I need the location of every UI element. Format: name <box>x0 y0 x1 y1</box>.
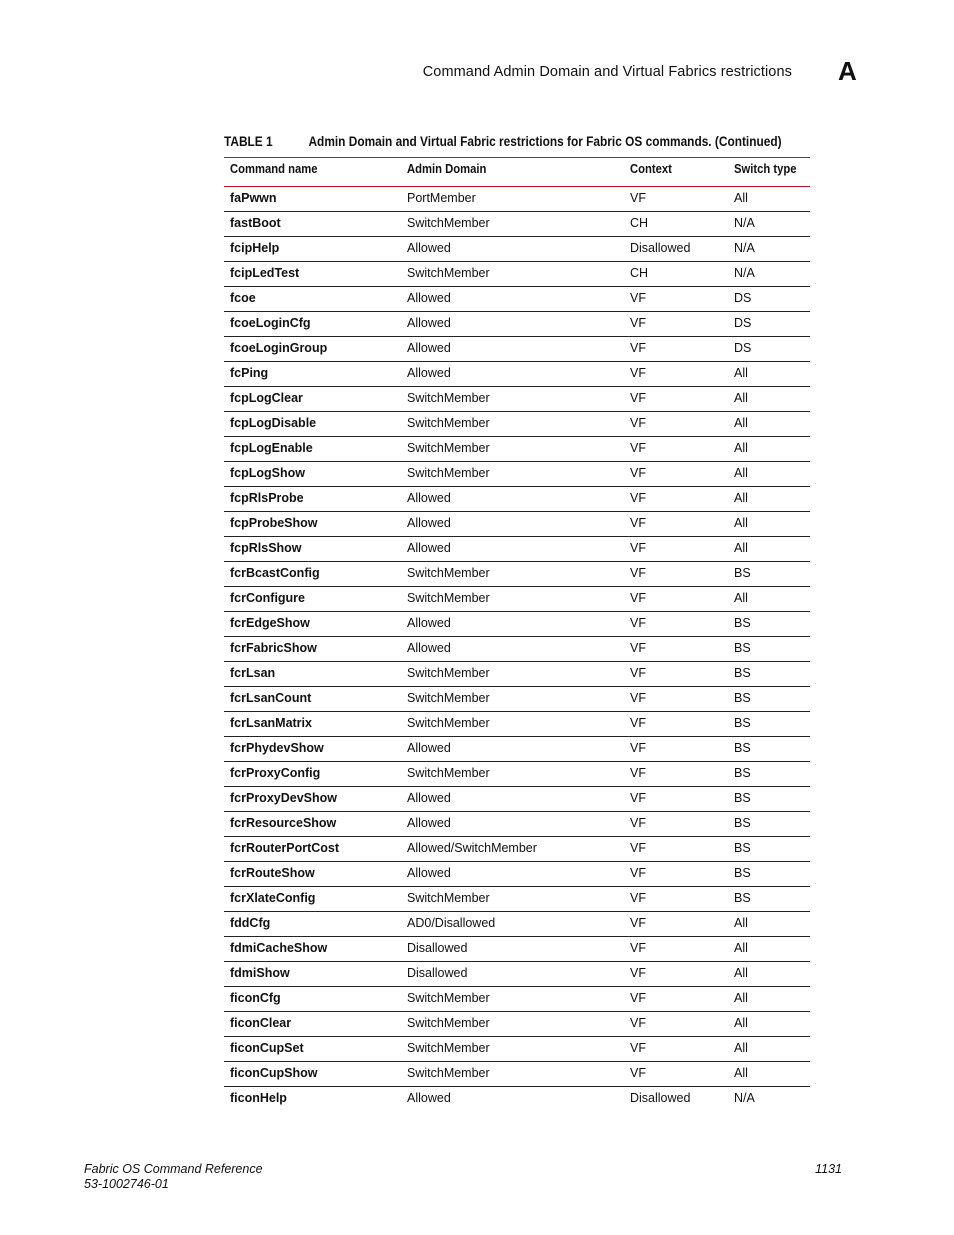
table-row <box>224 212 810 237</box>
cell-admin-domain: Allowed <box>407 741 451 755</box>
table-row <box>224 462 810 487</box>
cell-admin-domain: SwitchMember <box>407 266 490 280</box>
table-row <box>224 762 810 787</box>
table-row <box>224 687 810 712</box>
cell-context: VF <box>630 741 646 755</box>
cell-admin-domain: SwitchMember <box>407 891 490 905</box>
cell-admin-domain: SwitchMember <box>407 766 490 780</box>
cell-context: VF <box>630 966 646 980</box>
table-row <box>224 887 810 912</box>
cell-switch-type: BS <box>734 841 751 855</box>
cell-context: VF <box>630 1016 646 1030</box>
cell-context: VF <box>630 791 646 805</box>
footer-doc-number: 53-1002746-01 <box>84 1177 169 1191</box>
cell-command-name: fcrRouteShow <box>230 866 315 880</box>
cell-switch-type: All <box>734 991 748 1005</box>
table-row <box>224 187 810 212</box>
cell-command-name: fcrConfigure <box>230 591 305 605</box>
table-row <box>224 237 810 262</box>
cell-command-name: fcrLsanMatrix <box>230 716 312 730</box>
table-row <box>224 912 810 937</box>
table-row <box>224 512 810 537</box>
cell-command-name: fcpRlsShow <box>230 541 302 555</box>
cell-admin-domain: Disallowed <box>407 966 468 980</box>
cell-context: VF <box>630 316 646 330</box>
cell-context: VF <box>630 641 646 655</box>
cell-context: VF <box>630 691 646 705</box>
table-row <box>224 487 810 512</box>
cell-command-name: fcrXlateConfig <box>230 891 316 905</box>
cell-command-name: fcrEdgeShow <box>230 616 310 630</box>
table-row <box>224 337 810 362</box>
cell-switch-type: BS <box>734 791 751 805</box>
table-row <box>224 562 810 587</box>
cell-context: VF <box>630 441 646 455</box>
table-row <box>224 1037 810 1062</box>
table-body <box>224 187 810 1111</box>
cell-command-name: fddCfg <box>230 916 271 930</box>
cell-switch-type: DS <box>734 316 752 330</box>
cell-admin-domain: Allowed <box>407 316 451 330</box>
cell-command-name: ficonHelp <box>230 1091 287 1105</box>
cell-switch-type: All <box>734 916 748 930</box>
table-row <box>224 737 810 762</box>
cell-switch-type: All <box>734 591 748 605</box>
cell-context: VF <box>630 191 646 205</box>
table-row <box>224 1062 810 1087</box>
cell-context: VF <box>630 816 646 830</box>
cell-switch-type: All <box>734 966 748 980</box>
cell-admin-domain: SwitchMember <box>407 441 490 455</box>
cell-switch-type: BS <box>734 716 751 730</box>
cell-admin-domain: Allowed <box>407 541 451 555</box>
cell-admin-domain: PortMember <box>407 191 476 205</box>
cell-context: VF <box>630 616 646 630</box>
cell-context: VF <box>630 491 646 505</box>
cell-switch-type: All <box>734 466 748 480</box>
cell-context: CH <box>630 266 649 280</box>
cell-admin-domain: Disallowed <box>407 941 468 955</box>
table-row <box>224 587 810 612</box>
table-row <box>224 412 810 437</box>
cell-switch-type: All <box>734 1016 748 1030</box>
cell-command-name: fcipHelp <box>230 241 280 255</box>
footer-page-number: 1131 <box>815 1162 842 1176</box>
cell-context: VF <box>630 516 646 530</box>
table-row <box>224 862 810 887</box>
cell-command-name: fcrBcastConfig <box>230 566 320 580</box>
cell-context: VF <box>630 341 646 355</box>
cell-switch-type: N/A <box>734 266 755 280</box>
cell-admin-domain: SwitchMember <box>407 416 490 430</box>
table-row <box>224 937 810 962</box>
table-row <box>224 437 810 462</box>
cell-admin-domain: Allowed <box>407 791 451 805</box>
cell-switch-type: All <box>734 416 748 430</box>
cell-command-name: fcrFabricShow <box>230 641 317 655</box>
cell-context: VF <box>630 766 646 780</box>
cell-admin-domain: SwitchMember <box>407 666 490 680</box>
cell-context: VF <box>630 591 646 605</box>
cell-command-name: fcpLogClear <box>230 391 303 405</box>
cell-switch-type: All <box>734 541 748 555</box>
running-header-title: Command Admin Domain and Virtual Fabrics restrictions <box>422 64 792 80</box>
cell-admin-domain: SwitchMember <box>407 216 490 230</box>
table-row <box>224 262 810 287</box>
table-row <box>224 387 810 412</box>
cell-admin-domain: SwitchMember <box>407 566 490 580</box>
cell-switch-type: All <box>734 441 748 455</box>
column-header-command-name: Command name <box>230 162 318 176</box>
cell-admin-domain: Allowed <box>407 616 451 630</box>
cell-admin-domain: Allowed <box>407 491 451 505</box>
cell-switch-type: N/A <box>734 1091 755 1105</box>
table-top-rule <box>224 157 810 158</box>
cell-command-name: ficonCupSet <box>230 1041 304 1055</box>
cell-command-name: fcrLsan <box>230 666 276 680</box>
cell-switch-type: N/A <box>734 216 755 230</box>
footer-doc-info <box>84 1162 263 1192</box>
cell-command-name: fcpLogEnable <box>230 441 313 455</box>
cell-admin-domain: SwitchMember <box>407 991 490 1005</box>
cell-command-name: ficonCfg <box>230 991 281 1005</box>
cell-command-name: fcpProbeShow <box>230 516 318 530</box>
cell-admin-domain: Allowed <box>407 291 451 305</box>
table-row <box>224 712 810 737</box>
table-row <box>224 787 810 812</box>
cell-command-name: ficonClear <box>230 1016 292 1030</box>
cell-command-name: fcrLsanCount <box>230 691 312 705</box>
table-row <box>224 1087 810 1111</box>
column-header-switch-type: Switch type <box>734 162 797 176</box>
table-header-row <box>224 160 810 186</box>
cell-command-name: fcrProxyDevShow <box>230 791 337 805</box>
cell-admin-domain: Allowed <box>407 341 451 355</box>
cell-admin-domain: AD0/Disallowed <box>407 916 496 930</box>
cell-command-name: fcoe <box>230 291 256 305</box>
cell-admin-domain: Allowed <box>407 366 451 380</box>
table-label: TABLE 1 <box>224 134 273 149</box>
cell-context: VF <box>630 541 646 555</box>
cell-context: CH <box>630 216 649 230</box>
cell-command-name: fcrResourceShow <box>230 816 337 830</box>
cell-admin-domain: SwitchMember <box>407 466 490 480</box>
cell-switch-type: N/A <box>734 241 755 255</box>
cell-command-name: fcoeLoginGroup <box>230 341 328 355</box>
table-row <box>224 1012 810 1037</box>
table-row <box>224 987 810 1012</box>
cell-context: Disallowed <box>630 241 691 255</box>
table-row <box>224 312 810 337</box>
cell-admin-domain: Allowed <box>407 641 451 655</box>
cell-switch-type: BS <box>734 641 751 655</box>
table-row <box>224 837 810 862</box>
cell-context: VF <box>630 891 646 905</box>
cell-context: VF <box>630 1041 646 1055</box>
table-caption-text: Admin Domain and Virtual Fabric restrictions for Fabric OS commands. (Continued) <box>308 134 782 149</box>
cell-context: VF <box>630 291 646 305</box>
cell-switch-type: All <box>734 191 748 205</box>
cell-admin-domain: SwitchMember <box>407 391 490 405</box>
cell-admin-domain: Allowed <box>407 816 451 830</box>
cell-switch-type: All <box>734 941 748 955</box>
table-row <box>224 612 810 637</box>
cell-switch-type: DS <box>734 341 752 355</box>
cell-admin-domain: Allowed <box>407 241 451 255</box>
cell-command-name: fcoeLoginCfg <box>230 316 311 330</box>
cell-admin-domain: SwitchMember <box>407 591 490 605</box>
column-header-context: Context <box>630 162 672 176</box>
cell-admin-domain: SwitchMember <box>407 1016 490 1030</box>
cell-switch-type: All <box>734 516 748 530</box>
cell-switch-type: All <box>734 1041 748 1055</box>
cell-command-name: ficonCupShow <box>230 1066 318 1080</box>
cell-admin-domain: SwitchMember <box>407 691 490 705</box>
cell-switch-type: BS <box>734 666 751 680</box>
cell-switch-type: BS <box>734 616 751 630</box>
table-row <box>224 362 810 387</box>
cell-switch-type: BS <box>734 691 751 705</box>
table-row <box>224 812 810 837</box>
cell-command-name: fcipLedTest <box>230 266 300 280</box>
cell-command-name: fastBoot <box>230 216 281 230</box>
cell-switch-type: BS <box>734 891 751 905</box>
cell-switch-type: BS <box>734 766 751 780</box>
table-row <box>224 662 810 687</box>
cell-switch-type: All <box>734 491 748 505</box>
cell-switch-type: BS <box>734 816 751 830</box>
cell-switch-type: All <box>734 391 748 405</box>
cell-switch-type: BS <box>734 866 751 880</box>
cell-switch-type: BS <box>734 566 751 580</box>
cell-admin-domain: SwitchMember <box>407 716 490 730</box>
table-row <box>224 962 810 987</box>
cell-context: Disallowed <box>630 1091 691 1105</box>
table-row <box>224 637 810 662</box>
cell-context: VF <box>630 941 646 955</box>
column-header-admin-domain: Admin Domain <box>407 162 487 176</box>
appendix-letter: A <box>838 56 857 86</box>
cell-command-name: fcrRouterPortCost <box>230 841 340 855</box>
cell-context: VF <box>630 916 646 930</box>
cell-switch-type: DS <box>734 291 752 305</box>
cell-context: VF <box>630 866 646 880</box>
cell-context: VF <box>630 841 646 855</box>
cell-context: VF <box>630 416 646 430</box>
cell-admin-domain: Allowed <box>407 516 451 530</box>
cell-switch-type: All <box>734 1066 748 1080</box>
cell-context: VF <box>630 716 646 730</box>
cell-context: VF <box>630 666 646 680</box>
cell-command-name: fcPing <box>230 366 269 380</box>
table-row <box>224 287 810 312</box>
table-row <box>224 537 810 562</box>
cell-admin-domain: SwitchMember <box>407 1066 490 1080</box>
footer-doc-title: Fabric OS Command Reference <box>84 1162 263 1176</box>
cell-switch-type: All <box>734 366 748 380</box>
cell-admin-domain: Allowed <box>407 866 451 880</box>
cell-command-name: fcpLogDisable <box>230 416 317 430</box>
cell-context: VF <box>630 366 646 380</box>
cell-switch-type: BS <box>734 741 751 755</box>
cell-admin-domain: Allowed/SwitchMember <box>407 841 537 855</box>
cell-command-name: fdmiShow <box>230 966 290 980</box>
table-caption <box>224 134 782 149</box>
cell-command-name: fcpLogShow <box>230 466 305 480</box>
cell-command-name: fdmiCacheShow <box>230 941 328 955</box>
cell-command-name: fcrProxyConfig <box>230 766 321 780</box>
cell-admin-domain: SwitchMember <box>407 1041 490 1055</box>
cell-context: VF <box>630 391 646 405</box>
cell-command-name: faPwwn <box>230 191 277 205</box>
cell-command-name: fcpRlsProbe <box>230 491 304 505</box>
cell-admin-domain: Allowed <box>407 1091 451 1105</box>
cell-context: VF <box>630 991 646 1005</box>
cell-command-name: fcrPhydevShow <box>230 741 324 755</box>
cell-context: VF <box>630 466 646 480</box>
cell-context: VF <box>630 1066 646 1080</box>
cell-context: VF <box>630 566 646 580</box>
